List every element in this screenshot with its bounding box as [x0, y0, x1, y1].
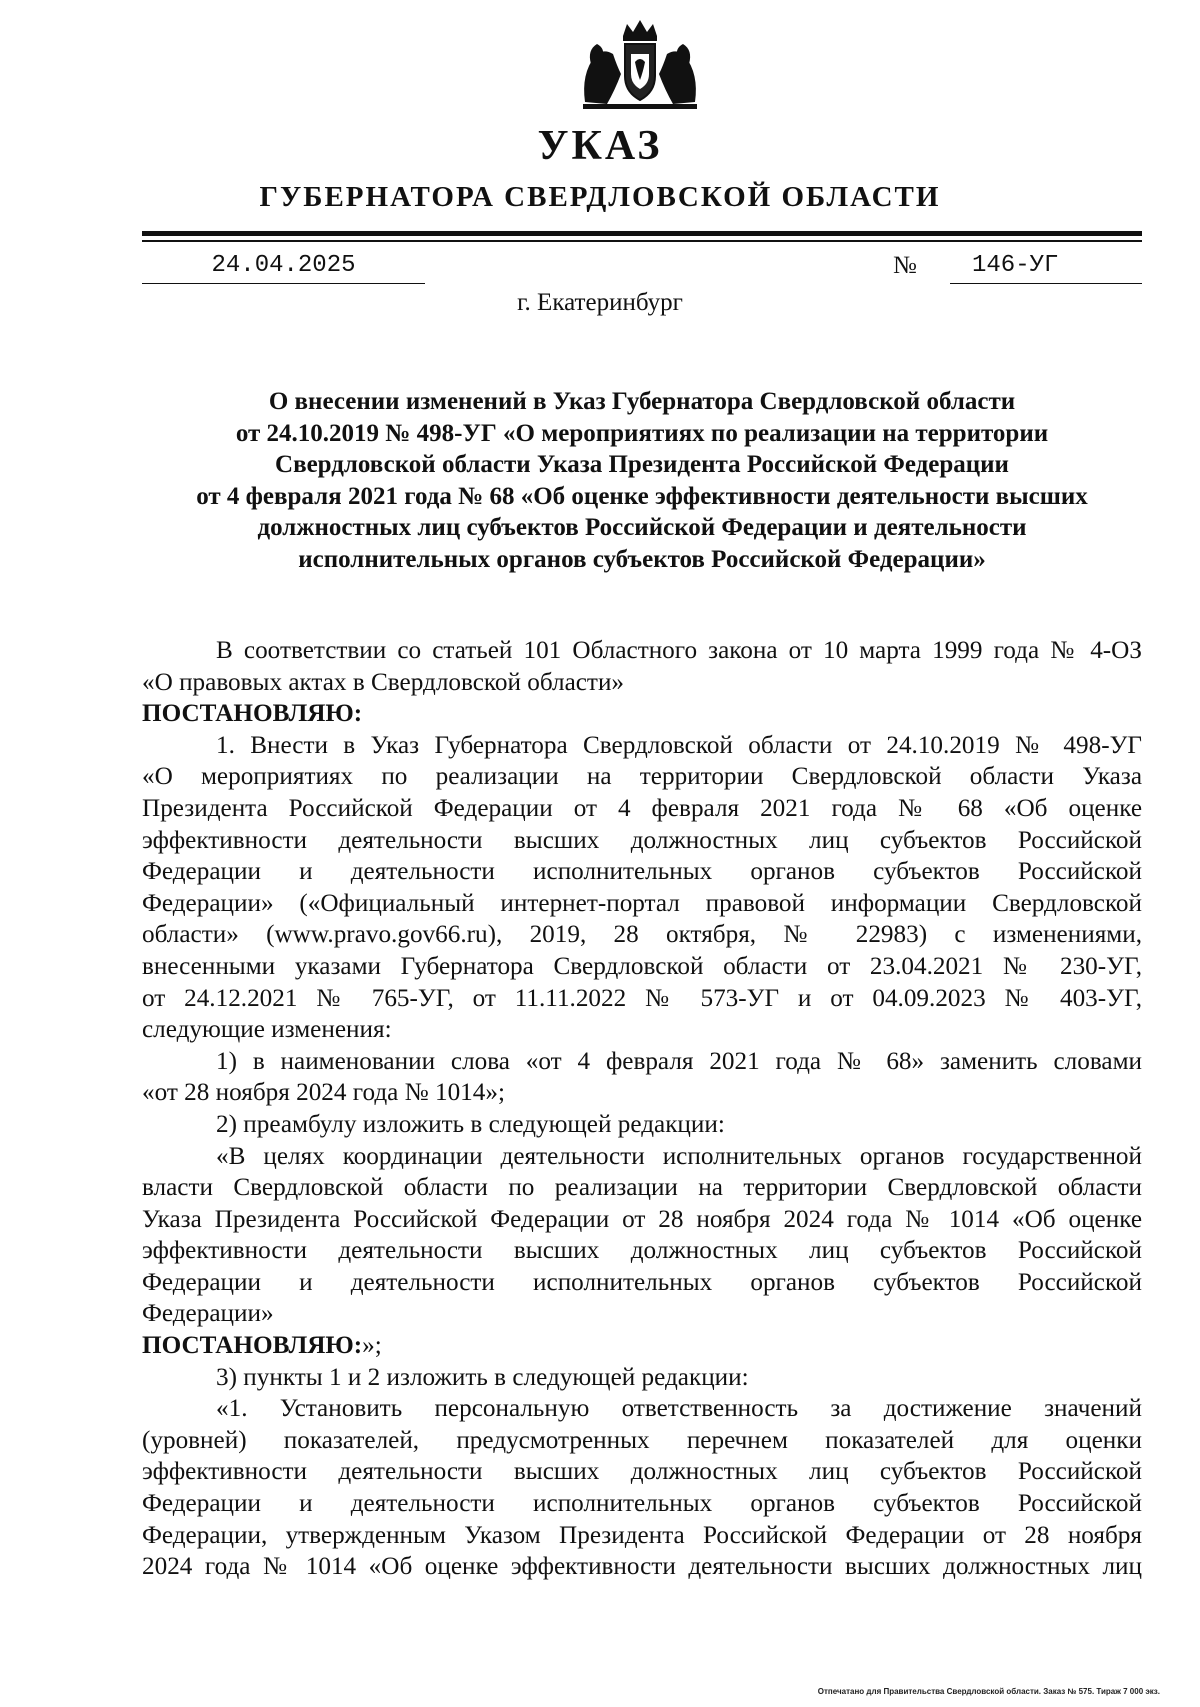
number-sign: № [893, 252, 917, 279]
item1-line: «О мероприятиях по реализации на территории Свердловской области Указа [142, 763, 1142, 791]
sub3-line: 3) пункты 1 и 2 изложить в следующей редакции: [216, 1363, 749, 1391]
title-line: О внесении изменений в Указ Губернатора Свердловской области [268, 388, 1016, 415]
title-line: от 24.10.2019 № 498-УГ «О мероприятиях по реализации на территории [235, 419, 1049, 447]
decree-keyword: ПОСТАНОВЛЯЮ: [142, 700, 363, 728]
item1-line: эффективности деятельности высших должностных лиц субъектов Российской [142, 826, 1142, 854]
document-number: 146-УГ [950, 252, 1142, 284]
print-footnote: Отпечатано для Правительства Свердловской области. Заказ № 575. Тираж 7 000 экз. [817, 1687, 1160, 1696]
document-title [142, 386, 1142, 576]
quote-line: Указа Президента Российской Федерации от 28 ноября 2024 года № 1014 «Об оценке [142, 1205, 1142, 1233]
item1-line: Федерации» («Официальный интернет-портал правовой информации Свердловской [142, 889, 1142, 917]
item1-line: Президента Российской Федерации от 4 февраля 2021 года № 68 «Об оценке [142, 794, 1142, 822]
quoted-decree-keyword: ПОСТАНОВЛЯЮ: [142, 1332, 363, 1360]
preamble-line: В соответствии со статьей 101 Областного закона от 10 марта 1999 года № 4-ОЗ [216, 637, 1142, 664]
quote-line: Федерации» [142, 1300, 274, 1328]
title-line: исполнительных органов субъектов Российской Федерации» [298, 545, 986, 573]
quote-line: эффективности деятельности высших должностных лиц субъектов Российской [142, 1237, 1142, 1265]
issuer-heading: ГУБЕРНАТОРА СВЕРДЛОВСКОЙ ОБЛАСТИ [259, 181, 941, 213]
item1-line: Федерации и деятельности исполнительных органов субъектов Российской [142, 858, 1142, 886]
point1-line: эффективности деятельности высших должностных лиц субъектов Российской [142, 1458, 1142, 1486]
sub1-line: 1) в наименовании слова «от 4 февраля 2021 года № 68» заменить словами [216, 1047, 1142, 1075]
quote-line: «В целях координации деятельности исполнительных органов государственной [216, 1142, 1142, 1170]
sub1-line: «от 28 ноября 2024 года № 1014»; [142, 1079, 505, 1107]
sub2-line: 2) преамбулу изложить в следующей редакции: [216, 1110, 725, 1138]
item1-line: 1. Внести в Указ Губернатора Свердловской области от 24.10.2019 № 498-УГ [216, 731, 1142, 759]
document-date: 24.04.2025 [142, 252, 425, 284]
item1-line: от 24.12.2021 № 765-УГ, от 11.11.2022 № 573-УГ и от 04.09.2023 № 403-УГ, [142, 984, 1142, 1012]
point1-line: Федерации и деятельности исполнительных органов субъектов Российской [142, 1490, 1142, 1518]
item1-line: внесенными указами Губернатора Свердловской области от 23.04.2021 № 230-УГ, [142, 952, 1142, 980]
document-type-heading: УКАЗ [537, 123, 663, 169]
point1-line: «1. Установить персональную ответственность за достижение значений [216, 1395, 1142, 1423]
item1-line: следующие изменения: [142, 1016, 392, 1044]
quoted-decree-line [142, 1330, 1142, 1362]
point1-line: Федерации, утвержденным Указом Президента Российской Федерации от 28 ноября [142, 1521, 1142, 1549]
quote-line: власти Свердловской области по реализации на территории Свердловской области [142, 1174, 1142, 1202]
point1-line: (уровней) показателей, предусмотренных перечнем показателей для оценки [142, 1426, 1142, 1454]
header-divider-thin [142, 240, 1142, 242]
title-line: Свердловской области Указа Президента Российской Федерации [275, 451, 1009, 479]
preamble-line: «О правовых актах в Свердловской области» [142, 668, 625, 696]
header-divider-thick [142, 231, 1142, 236]
title-line: от 4 февраля 2021 года № 68 «Об оценке эффективности деятельности высших [196, 482, 1088, 510]
quoted-decree-tail: »; [362, 1332, 382, 1360]
title-line: должностных лиц субъектов Российской Федерации и деятельности [257, 514, 1027, 542]
coat-of-arms-icon [565, 14, 715, 114]
quote-line: Федерации и деятельности исполнительных органов субъектов Российской [142, 1268, 1142, 1296]
document-body [142, 635, 1142, 1583]
item1-line: области» (www.pravo.gov66.ru), 2019, 28 октября, № 22983) с изменениями, [142, 921, 1142, 949]
point1-line: 2024 года № 1014 «Об оценке эффективности деятельности высших должностных лиц [142, 1553, 1142, 1581]
issuing-city: г. Екатеринбург [517, 289, 683, 316]
